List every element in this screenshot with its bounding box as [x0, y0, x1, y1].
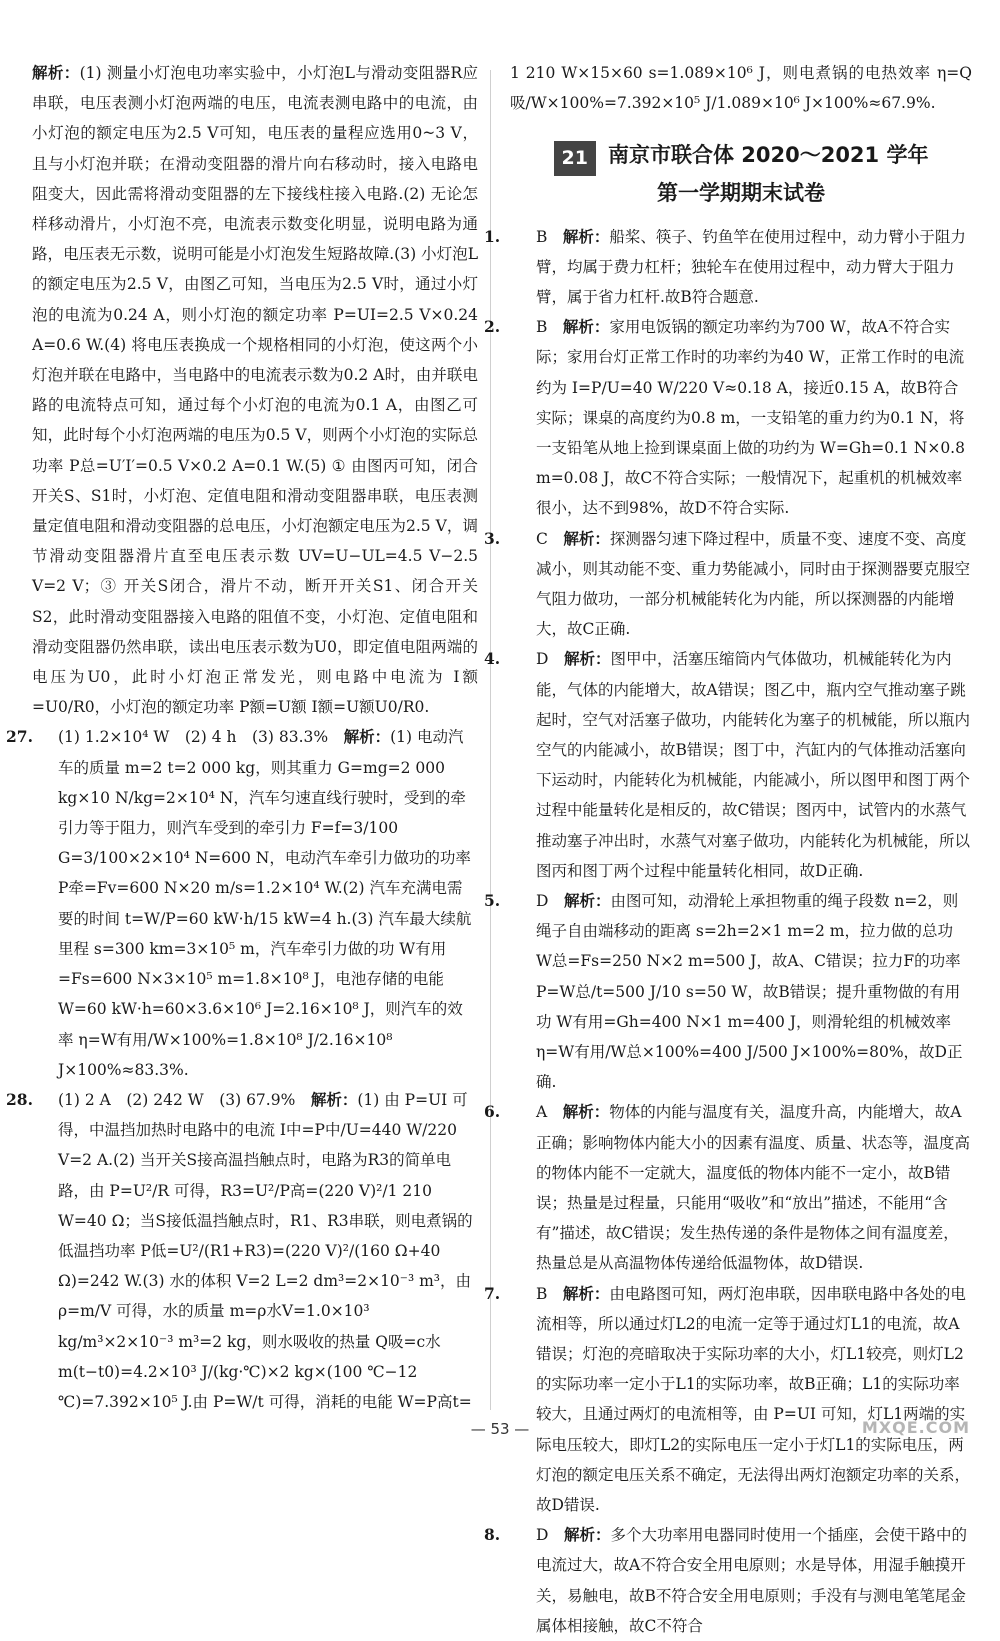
left-column — [6, 58, 478, 1417]
site-watermark: MXQE.COM — [861, 1418, 970, 1437]
question-number: 7. — [484, 1283, 501, 1303]
answer-text: A — [536, 1103, 563, 1122]
question-number: 2. — [484, 317, 501, 337]
analysis-text: 家用电饭锅的额定功率约为700 W，故A不符合实际；家用台灯正常工作时的功率约为40 W，正常工作时的电流约为 I=P/U=40 W/220 V≈0.18 A，接近0.15 A，故B符合实际；课桌的高度约为0.8 m，一支铅笔的重力约为0.1 N，将一支铅笔从地上捡到课桌面上做的功约为 W=Gh=0.1 N×0.8 m=0.08 J，故C不符合实际；一般情况下，起重机的机械效率很小，达不到98%，故D不符合实际. — [536, 318, 965, 518]
intro-paragraph — [32, 58, 478, 722]
analysis-label: 解析： — [343, 727, 391, 747]
analysis-text: 物体的内能与温度有关，温度升高，内能增大，故A正确；影响物体内能大小的因素有温度、质量、状态等，温度高的物体内能不一定就大，温度低的物体内能不一定小，故B错误；热量是过程量，只能用“吸收”和“放出”描述，不能用“含有”描述，故C错误；发生热传递的条件是物体之间有温度差，热量总是从高温物体传递给低温物体，故D错误. — [536, 1103, 971, 1273]
analysis-text: 多个大功率用电器同时使用一个插座，会使干路中的电流过大，故A不符合安全用电原则；水是导体，用湿手触摸开关，易触电，故B不符合安全用电原则；手没有与测电笔笔尾金属体相接触，故C不符合 — [536, 1526, 967, 1635]
analysis-label: 解析： — [310, 1089, 358, 1109]
section-title-line2: 第一学期期末试卷 — [657, 180, 825, 205]
analysis-label: 解析： — [32, 63, 80, 82]
question-item-4 — [484, 644, 972, 886]
analysis-text: (1) 由 P=UI 可得，中温挡加热时电路中的电流 I中=P中/U=440 W/220 V=2 A.(2) 当开关S接高温挡触点时，电路为R3的简单电路，由 P=U²/R 可得，R3=U²/P高=(220 V)²/1 210 W=40 Ω；当S接低温挡触点时，R1、R3串联，则电煮锅的低温挡功率 P低=U²/(R1+R3)=(220 V)²/(160 Ω+40 Ω)=242 W.(3) 水的体积 V=2 L=2 dm³=2×10⁻³ m³，由 ρ=m/V 可得，水的质量 m=ρ水V=1.0×10³ kg/m³×2×10⁻³ m³=2 kg，则水吸收的热量 Q吸=c水m(t−t0)=4.2×10³ J/(kg·℃)×2 kg×(100 ℃−12 ℃)=7.392×10⁵ J.由 P=W/t 可得，消耗的电能 W=P高t= — [58, 1090, 473, 1411]
answer-text: C — [536, 529, 564, 548]
question-item-6 — [484, 1097, 972, 1278]
question-item-2 — [484, 312, 972, 523]
question-number: 6. — [484, 1102, 501, 1122]
page-number: — 53 — — [470, 1420, 530, 1438]
continuation-paragraph: 1 210 W×15×60 s=1.089×10⁶ J，则电煮锅的电热效率 η=Q吸/W×100%=7.392×10⁵ J/1.089×10⁶ J×100%≈67.9%. — [510, 64, 972, 113]
question-item-28 — [6, 1085, 478, 1417]
answer-text: B — [536, 227, 563, 246]
analysis-label: 解析： — [562, 1283, 610, 1303]
answer-text: B — [536, 318, 563, 337]
analysis-label: 解析： — [563, 649, 611, 669]
section-header — [510, 138, 972, 209]
column-divider — [490, 70, 491, 1410]
analysis-label: 解析： — [562, 317, 610, 337]
analysis-text: 由图可知，动滑轮上承担物重的绳子段数 n=2，则绳子自由端移动的距离 s=2h=2×1 m=2 m，拉力做的总功 W总=Fs=250 N×2 m=500 J，故A、C错误；拉力F的功率 P=W总/t=500 J/10 s=50 W，故B错误；提升重物做的有用功 W有用=Gh=400 N×1 m=400 J，则滑轮组的机械效率 η=W有用/W总×100%=400 J/500 J×100%=80%，故D正确. — [536, 891, 963, 1092]
analysis-text: 船桨、筷子、钓鱼竿在使用过程中，动力臂小于阻力臂，均属于费力杠杆；独轮车在使用过程中，动力臂大于阻力臂，属于省力杠杆.故B符合题意. — [536, 227, 966, 306]
intro-text: (1) 测量小灯泡电功率实验中，小灯泡L与滑动变阻器R应串联，电压表测小灯泡两端的电压，电流表测电路中的电流，由小灯泡的额定电压为2.5 V可知，电压表的量程应选用0~3 V，且与小灯泡并联；在滑动变阻器的滑片向右移动时，接入电路电阻变大，因此需将滑动变阻器的左下接线柱接入电路.(2) 无论怎样移动滑片，小灯泡不亮，电流表示数变化明显，说明电路为通路，电压表无示数，说明可能是小灯泡发生短路故障.(3) 小灯泡L的额定电压为2.5 V，由图乙可知，当电压为2.5 V时，通过小灯泡的电流为0.24 A，则小灯泡的额定功率 P=UI=2.5 V×0.24 A=0.6 W.(4) 将电压表换成一个规格相同的小灯泡，使这两个小灯泡并联在电路中，当电路中的电流表示数为0.2 A时，由并联电路的电流特点可知，通过每个小灯泡的电流为0.1 A，由图乙可知，此时每个小灯泡两端的电压为0.5 V，则两个小灯泡的实际总功率 P总=U′I′=0.5 V×0.2 A=0.1 W.(5) ① 由图丙可知，闭合开关S、S1时，小灯泡、定值电阻和滑动变阻器串联，电压表测量定值电阻和滑动变阻器的总电压，小灯泡额定电压为2.5 V，调节滑动变阻器滑片直至电压表示数 UV=U−UL=4.5 V−2.5 V=2 V；③ 开关S闭合，滑片不动，断开开关S1、闭合开关S2，此时滑动变阻器接入电路的阻值不变，小灯泡、定值电阻和滑动变阻器仍然串联，读出电压表示数为U0，即定值电阻两端的电压为U0，此时小灯泡正常发光，则电路中电流为 I额=U0/R0，小灯泡的额定功率 P额=U额 I额=U额U0/R0. — [32, 64, 478, 717]
analysis-label: 解析： — [563, 1525, 611, 1545]
question-item-5 — [484, 886, 972, 1097]
question-item-1 — [484, 222, 972, 313]
analysis-text: 由电路图可知，两灯泡串联，因串联电路中各处的电流相等，所以通过灯L2的电流一定等于通过灯L1的电流，故A错误；灯泡的亮暗取决于实际功率的大小，灯L1较亮，则灯L2的实际功率一定小于L1的实际功率，故B正确；L1的实际功率较大，且通过两灯的电流相等，由 P=UI 可知，灯L1两端的实际电压较大，即灯L2的实际电压一定小于灯L1的实际电压，两灯泡的额定电压关系不确定，无法得出两灯泡额定功率的关系，故D错误. — [536, 1284, 971, 1515]
question-number: 4. — [484, 649, 501, 669]
analysis-label: 解析： — [563, 890, 611, 910]
analysis-text: 图甲中，活塞压缩筒内气体做功，机械能转化为内能，气体的内能增大，故A错误；图乙中，瓶内空气推动塞子跳起时，空气对活塞子做功，内能转化为塞子的机械能，所以瓶内空气的内能减小，故B错误；图丁中，汽缸内的气体推动活塞向下运动时，内能转化为机械能，内能减小，所以图甲和图丁两个过程中能量转化是相反的，故C错误；图丙中，试管内的水蒸气推动塞子冲出时，水蒸气对塞子做功，内能转化为机械能，所以图丙和图丁两个过程中能量转化相同，故D正确. — [536, 650, 971, 880]
question-number: 27. — [6, 727, 33, 747]
answer-text: B — [536, 1284, 563, 1303]
analysis-text: 探测器匀速下降过程中，质量不变、速度不变、高度减小，则其动能不变、重力势能减小，同时由于探测器要克服空气阻力做功，一部分机械能转化为内能，所以探测器的内能增大，故C正确. — [536, 529, 971, 639]
question-number: 28. — [6, 1089, 33, 1109]
answer-text: (1) 1.2×10⁴ W (2) 4 h (3) 83.3% — [58, 728, 344, 747]
question-number: 8. — [484, 1525, 501, 1545]
question-number: 1. — [484, 226, 501, 246]
answer-text: D — [536, 650, 564, 669]
analysis-label: 解析： — [562, 226, 610, 246]
question-item-8 — [484, 1520, 972, 1641]
question-number: 3. — [484, 528, 501, 548]
section-number-badge: 21 — [554, 141, 596, 175]
analysis-label: 解析： — [562, 1102, 610, 1122]
question-item-3 — [484, 524, 972, 645]
analysis-label: 解析： — [563, 528, 610, 548]
analysis-text: (1) 电动汽车的质量 m=2 t=2 000 kg，则其重力 G=mg=2 000 kg×10 N/kg=2×10⁴ N，汽车匀速直线行驶时，受到的牵引力等于阻力，则汽车受到的牵引力 F=f=3/100 G=3/100×2×10⁴ N=600 N，电动汽车牵引力做功的功率 P牵=Fv=600 N×20 m/s=1.2×10⁴ W.(2) 汽车充满电需要的时间 t=W/P=60 kW·h/15 kW=4 h.(3) 汽车最大续航里程 s=300 km=3×10⁵ m，汽车牵引力做的功 W有用=Fs=600 N×3×10⁵ m=1.8×10⁸ J，电池存储的电能 W=60 kW·h=60×3.6×10⁶ J=2.16×10⁸ J，则汽车的效率 η=W有用/W×100%=1.8×10⁸ J/2.16×10⁸ J×100%≈83.3%. — [58, 728, 472, 1079]
answer-text: D — [536, 1526, 564, 1545]
answer-text: D — [536, 891, 564, 910]
question-number: 5. — [484, 890, 501, 910]
answer-text: (1) 2 A (2) 242 W (3) 67.9% — [58, 1090, 311, 1109]
question-item-27 — [6, 722, 478, 1084]
section-title-line1: 南京市联合体 2020～2021 学年 — [607, 143, 929, 168]
